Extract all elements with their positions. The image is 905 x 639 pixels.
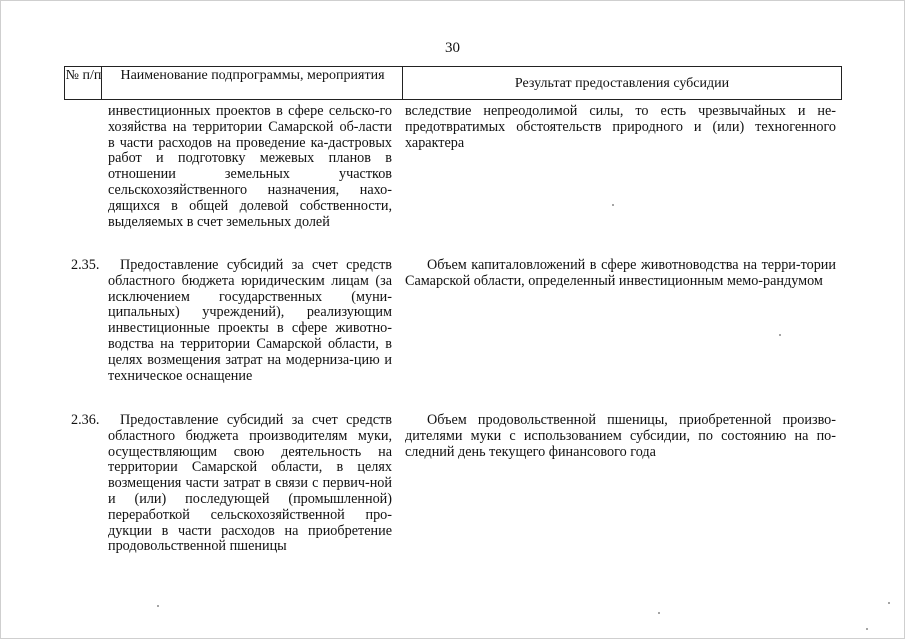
scan-speck xyxy=(157,605,159,607)
header-result-column xyxy=(402,66,842,100)
scan-speck xyxy=(612,204,614,206)
row-2-36-number: 2.36. xyxy=(71,412,100,428)
row-2-35-number: 2.35. xyxy=(71,257,100,273)
scan-speck xyxy=(658,612,660,614)
row-2-36-name: Предоставление субсидий за счет средств областного бюджета производителям муки, осуществляющим свою деятельность на территории Самарской области, в целях возмещения части затрат в связи с первич-ной и (или) последующей (промышленной) переработкой сельскохозяйственной про-дукции в части расходов на приобретение продовольственной пшеницы xyxy=(108,412,392,555)
header-number-column: № п/п xyxy=(64,66,102,100)
scan-speck xyxy=(888,602,890,604)
scan-speck xyxy=(866,628,868,630)
header-name-column: Наименование подпрограммы, мероприятия xyxy=(101,66,403,100)
scan-speck xyxy=(779,334,781,336)
row-continuation-name: инвестиционных проектов в сфере сельско-го хозяйства на территории Самарской об-ласти в части расходов на проведение ка-дастровых работ и подготовку межевых планов в отношении земельных участков сельскохозяйственного назначения, нахо-дящихся в общей долевой собственности, выделяемых в счет земельных долей xyxy=(108,103,392,230)
header-result-label: Результат предоставления субсидии xyxy=(514,76,730,91)
row-2-35-result: Объем капиталовложений в сфере животноводства на терри-тории Самарской области, определенный инвестиционным мемо-рандумом xyxy=(405,257,836,289)
page-number: 30 xyxy=(445,40,460,56)
row-continuation-result: вследствие непреодолимой силы, то есть чрезвычайных и не-предотвратимых обстоятельств природного и (или) техногенного характера xyxy=(405,103,836,151)
row-2-35-name: Предоставление субсидий за счет средств областного бюджета юридическим лицам (за исключением государственных (муни-ципальных) учреждений), реализующим инвестиционные проекты в сфере животно-водства на территории Самарской области, в целях возмещения затрат на модерниза-цию и техническое оснащение xyxy=(108,257,392,384)
row-2-36-result: Объем продовольственной пшеницы, приобретенной произво-дителями муки с использованием субсидии, по состоянию на по-следний день текущего финансового года xyxy=(405,412,836,460)
